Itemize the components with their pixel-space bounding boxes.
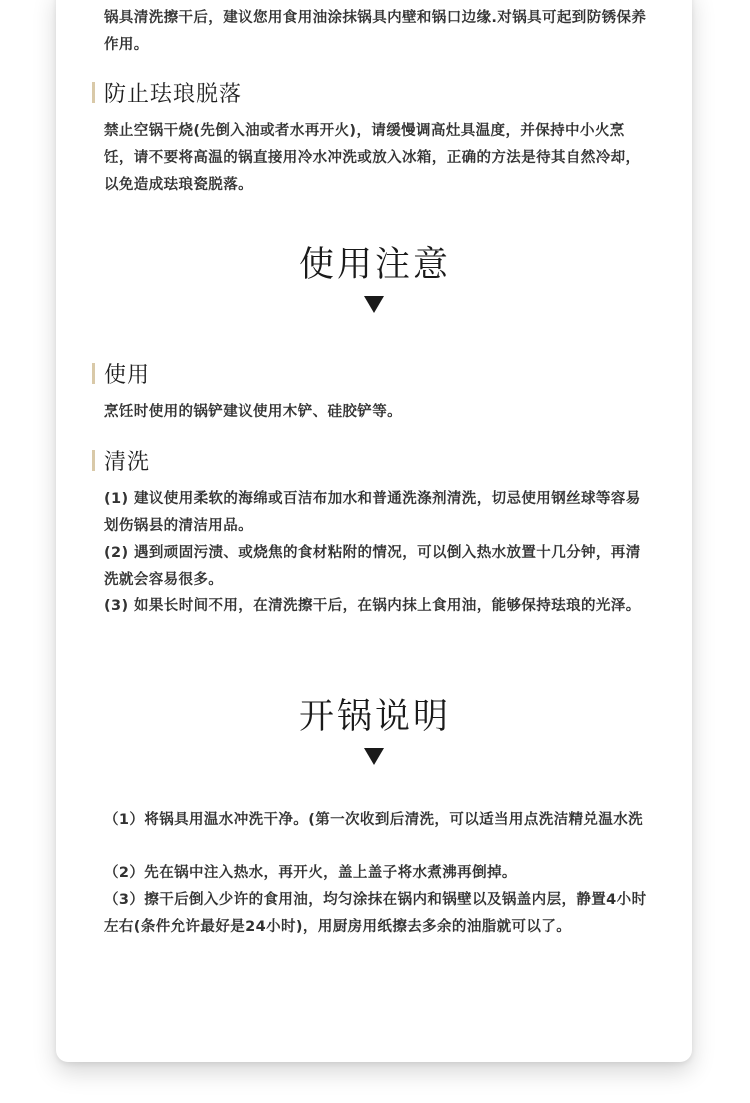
prevent-enamel-heading-label: 防止珐琅脱落 [104,81,243,107]
heading-accent-bar [92,82,95,103]
usage-notes-title: 使用注意 [298,245,451,285]
seasoning-item-2: （2）先在锅中注入热水，再开火，盖上盖子将水煮沸再倒掉。 [104,865,517,881]
clean-heading-label: 清洗 [104,449,151,475]
heading-accent-bar [92,363,95,384]
down-arrow-icon [364,296,384,313]
heading-accent-bar [92,450,95,471]
clean-heading [92,447,150,473]
clean-item-1: (1) 建议使用柔软的海绵或百洁布加水和普通洗涤剂清洗，切忌使用钢丝球等容易划伤锅县的清洁用品。 [104,491,641,534]
seasoning-title: 开锅说明 [298,697,451,737]
seasoning-item-1: （1）将锅具用温水冲洗干净。(第一次收到后清洗，可以适当用点洗洁精兑温水洗 [104,812,644,828]
clean-item-3: (3) 如果长时间不用，在清洗擦干后，在锅内抹上食用油，能够保持珐琅的光泽。 [104,598,641,614]
use-heading [92,360,150,386]
seasoning-item-3: （3）擦干后倒入少许的食用油，均匀涂抹在锅内和锅壁以及锅盖内层，静置4小时左右(条件允许最好是24小时)，用厨房用纸擦去多余的油脂就可以了。 [104,892,647,935]
care-intro-text: 锅具清洗擦干后，建议您用食用油涂抹锅具内壁和锅口边缘.对锅具可起到防锈保养作用。 [104,10,647,53]
down-arrow-icon [364,748,384,765]
prevent-enamel-heading [92,79,242,105]
clean-item-2: (2) 遇到顽固污渍、或烧焦的食材粘附的情况，可以倒入热水放置十几分钟，再清洗就会容易很多。 [104,545,641,588]
prevent-enamel-text: 禁止空锅干烧(先倒入油或者水再开火)，请缓慢调高灶具温度，并保持中小火烹饪，请不要将高温的锅直接用冷水冲洗或放入冰箱，正确的方法是待其自然冷却，以免造成珐琅瓷脱落。 [104,123,641,193]
use-text: 烹饪时使用的锅铲建议使用木铲、硅胶铲等。 [104,404,402,420]
use-heading-label: 使用 [104,362,151,388]
